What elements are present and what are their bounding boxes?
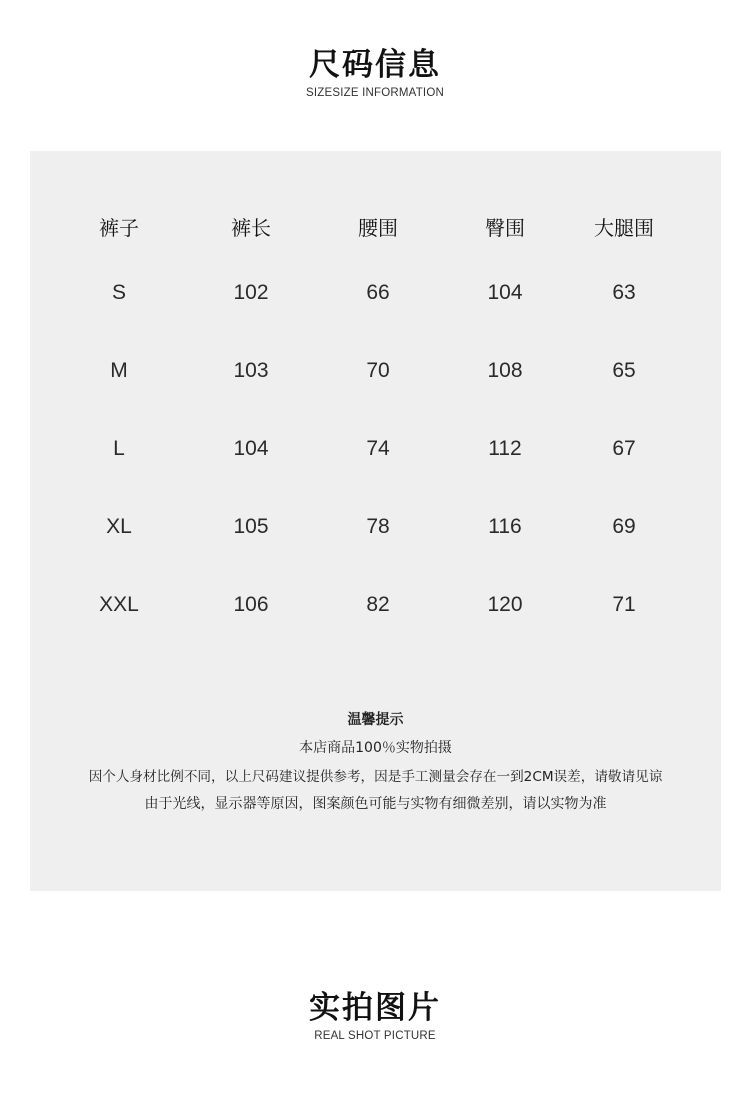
header-length: 裤长 (231, 216, 271, 240)
hip-cell: 116 (488, 515, 522, 538)
length-cell: 104 (233, 437, 269, 460)
table-header-row (30, 208, 721, 248)
thigh-cell: 69 (612, 515, 636, 538)
notice-line-measurement: 因个人身材比例不同，以上尺码建议提供参考，因是手工测量会存在一到2CM误差，请敬请见谅 (88, 769, 663, 785)
size-cell: XXL (99, 593, 139, 616)
waist-cell: 70 (366, 359, 390, 382)
size-cell: L (113, 437, 125, 460)
header-hip: 臀围 (485, 216, 525, 240)
size-chart-panel (30, 151, 721, 891)
hip-cell: 120 (487, 593, 523, 616)
waist-cell: 78 (366, 515, 390, 538)
length-cell: 105 (233, 515, 269, 538)
header-thigh: 大腿围 (594, 216, 654, 240)
real-shot-subtitle: REAL SHOT PICTURE (314, 1030, 436, 1042)
length-cell: 106 (233, 593, 269, 616)
hip-cell: 108 (487, 359, 523, 382)
size-cell: S (111, 281, 126, 304)
header-pants: 裤子 (99, 216, 139, 240)
real-shot-title: 实拍图片 (309, 990, 441, 1026)
length-cell: 103 (233, 359, 269, 382)
table-row (30, 429, 721, 469)
notice-line-color: 由于光线，显示器等原因，图案颜色可能与实物有细微差别，请以实物为准 (144, 796, 607, 812)
size-cell: M (110, 359, 128, 382)
thigh-cell: 65 (612, 359, 636, 382)
thigh-cell: 71 (612, 593, 636, 616)
notice-line-photo: 本店商品100％实物拍摄 (299, 740, 452, 756)
notice-title: 温馨提示 (347, 712, 404, 728)
thigh-cell: 67 (612, 437, 636, 460)
size-info-subtitle: SIZESIZE INFORMATION (306, 87, 444, 99)
hip-cell: 104 (487, 281, 523, 304)
waist-cell: 82 (366, 593, 390, 616)
thigh-cell: 63 (612, 281, 636, 304)
waist-cell: 74 (366, 437, 390, 460)
size-cell: XL (106, 515, 132, 538)
length-cell: 102 (233, 281, 269, 304)
table-row (30, 273, 721, 313)
table-row (30, 351, 721, 391)
size-info-title: 尺码信息 (309, 47, 441, 83)
hip-cell: 112 (488, 437, 522, 460)
table-row (30, 585, 721, 625)
waist-cell: 66 (366, 281, 390, 304)
header-waist: 腰围 (358, 216, 398, 240)
table-row (30, 507, 721, 547)
